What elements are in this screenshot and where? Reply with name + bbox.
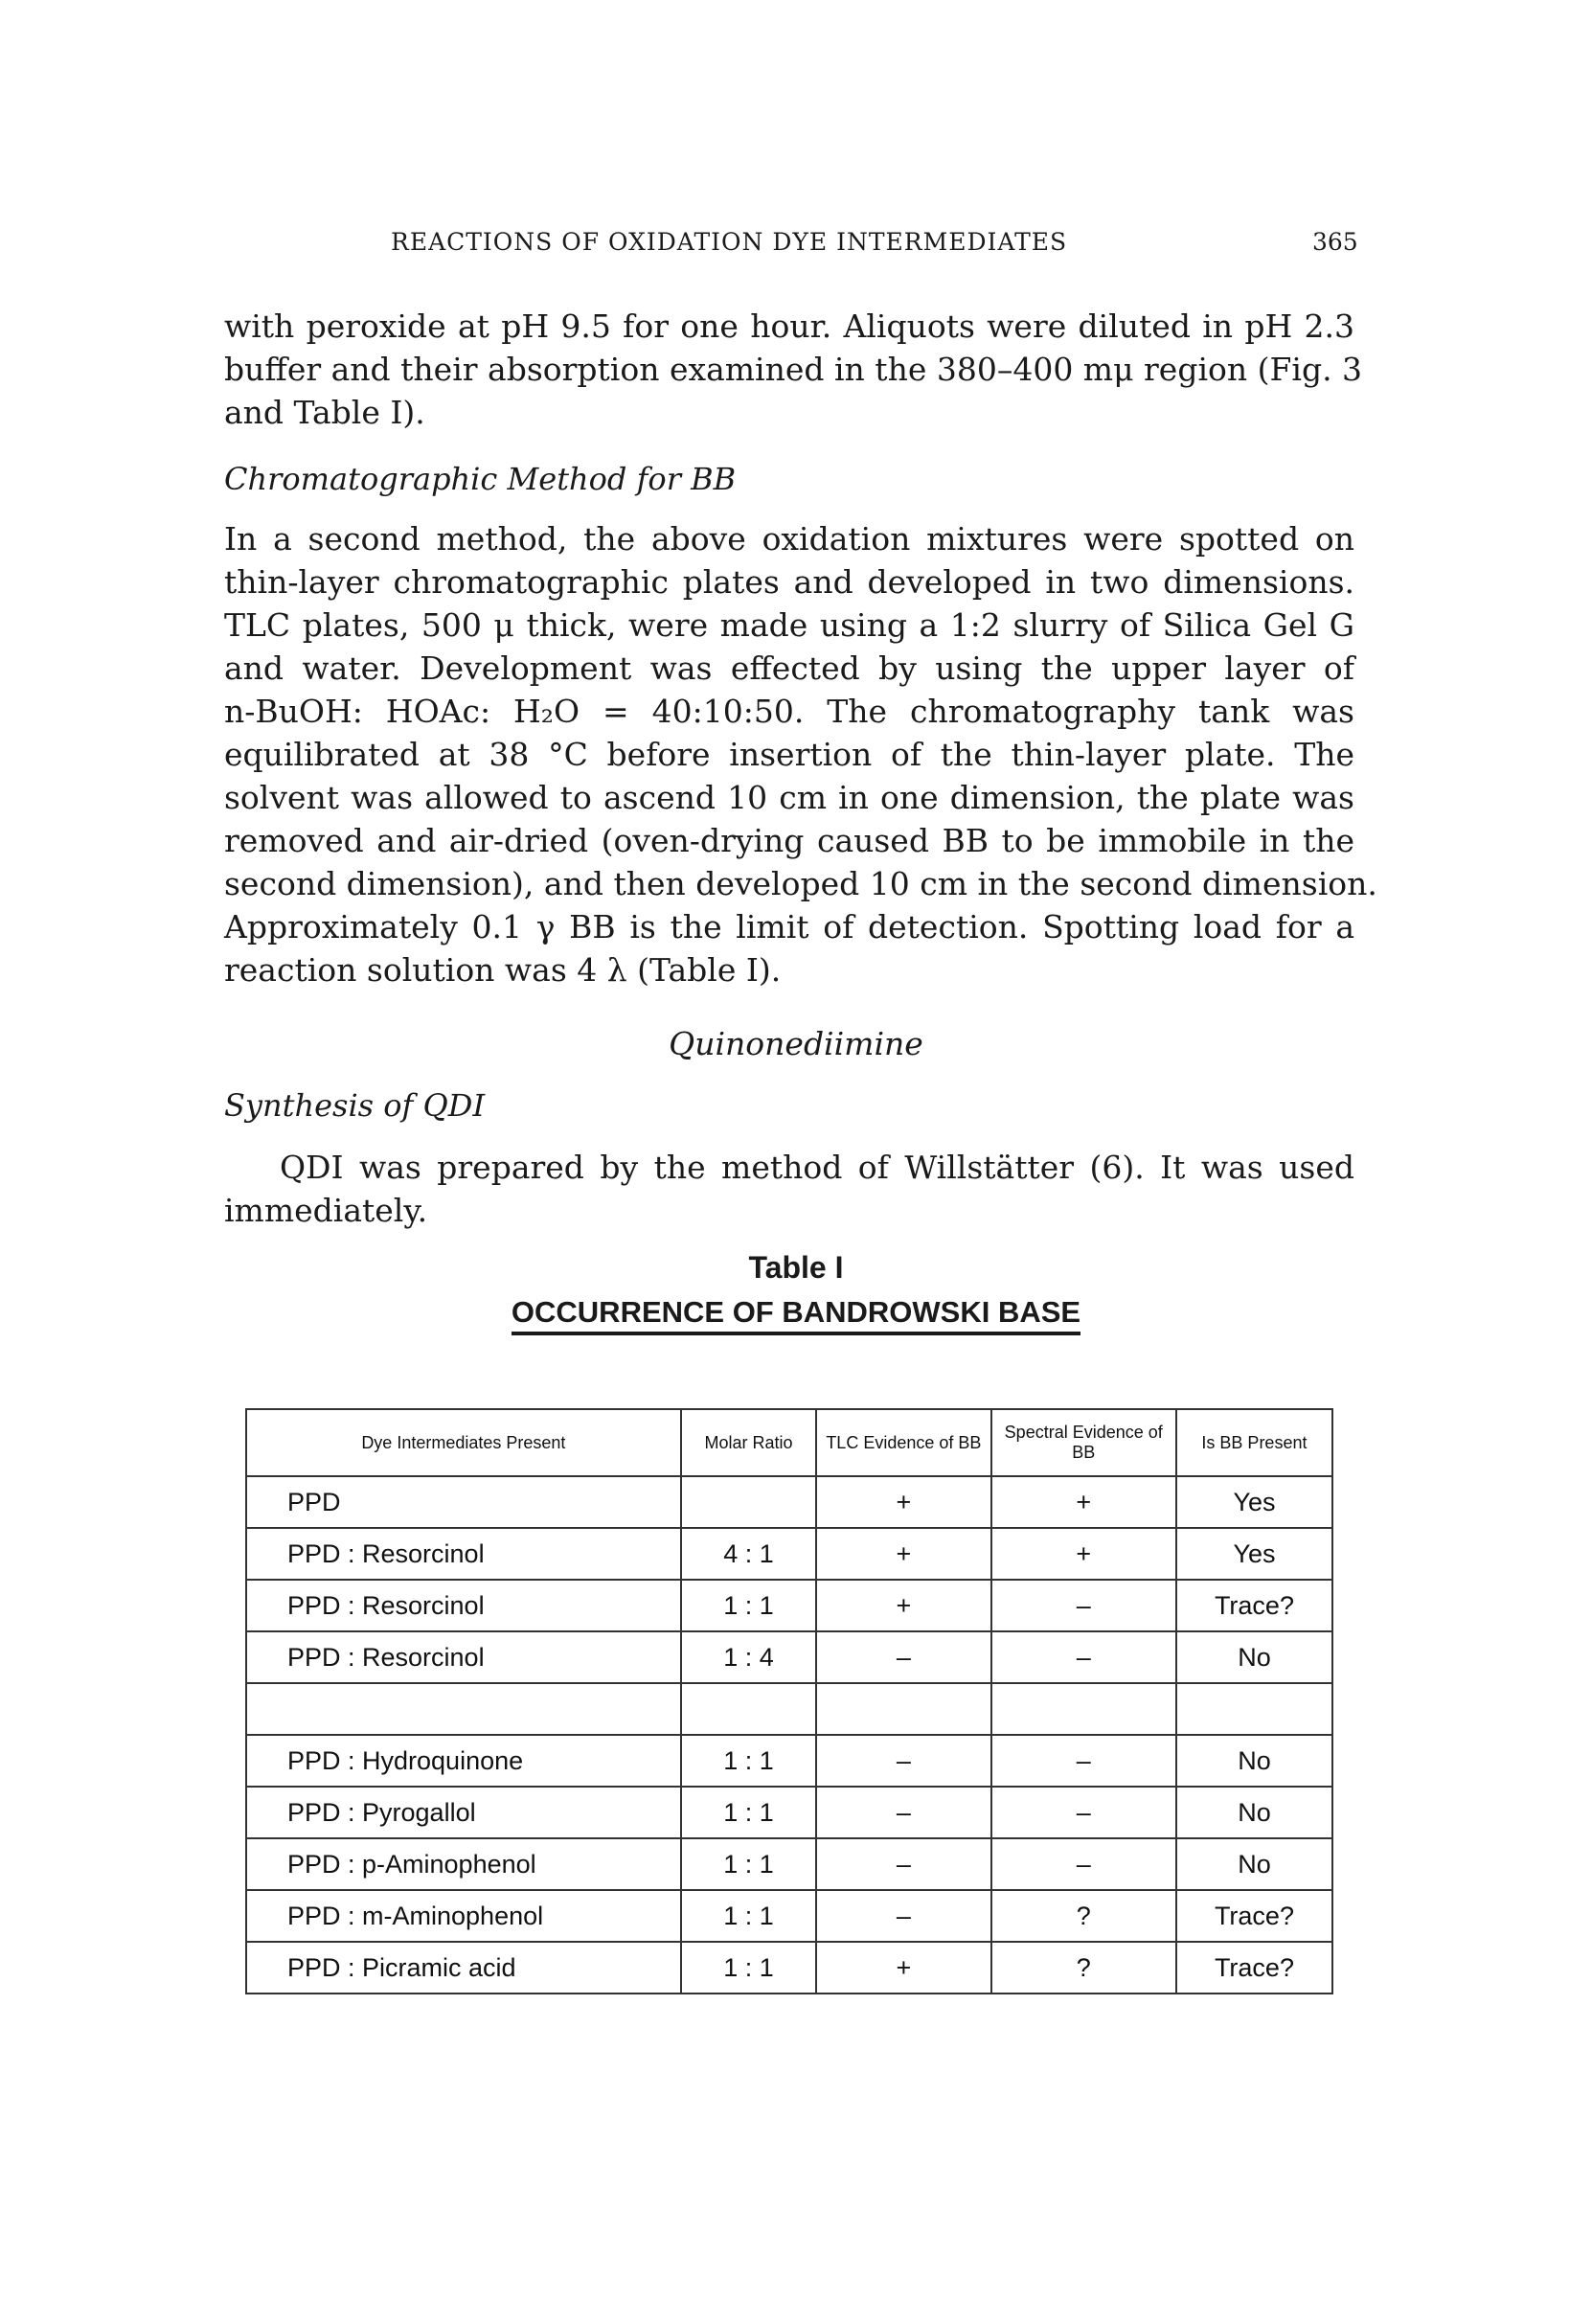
text-line: buffer and their absorption examined in the 380–400 mμ region (Fig. 3 (224, 351, 1363, 388)
cell-ratio: 1 : 1 (681, 1942, 816, 1994)
intro-paragraph (224, 305, 1363, 434)
text-line: reaction solution was 4 λ (Table I). (224, 951, 782, 989)
cell-present: Trace? (1176, 1942, 1332, 1994)
spacer-cell (991, 1683, 1176, 1735)
text-line: Approximately 0.1 γ BB is the limit of detection. Spotting load for a (224, 908, 1354, 946)
cell-tlc: – (816, 1631, 990, 1683)
cell-dye: PPD (246, 1476, 681, 1528)
cell-spectral: – (991, 1787, 1176, 1838)
cell-dye: PPD : Hydroquinone (246, 1735, 681, 1787)
cell-tlc: – (816, 1838, 990, 1890)
cell-ratio: 1 : 1 (681, 1890, 816, 1942)
cell-dye: PPD : Resorcinol (246, 1528, 681, 1580)
header-dye-intermediates: Dye Intermediates Present (246, 1409, 681, 1476)
running-head: REACTIONS OF OXIDATION DYE INTERMEDIATES (391, 228, 1068, 256)
spacer-cell (1176, 1683, 1332, 1735)
cell-present: No (1176, 1838, 1332, 1890)
text-line: and water. Development was effected by using the upper layer of (224, 649, 1354, 687)
cell-spectral: ? (991, 1890, 1176, 1942)
table-row (246, 1631, 1332, 1683)
synthesis-paragraph (224, 1146, 1354, 1232)
table-subtitle-text: OCCURRENCE OF BANDROWSKI BASE (512, 1295, 1080, 1335)
cell-tlc: – (816, 1787, 990, 1838)
table-spacer-row (246, 1683, 1332, 1735)
chromatographic-paragraph (224, 517, 1377, 991)
section-title-quinonediimine: Quinonediimine (669, 1025, 923, 1062)
cell-ratio: 4 : 1 (681, 1528, 816, 1580)
header-molar-ratio: Molar Ratio (681, 1409, 816, 1476)
text-line: second dimension), and then developed 10 cm in the second dimension. (224, 865, 1377, 902)
cell-spectral: – (991, 1735, 1176, 1787)
cell-dye: PPD : Picramic acid (246, 1942, 681, 1994)
spacer-cell (246, 1683, 681, 1735)
cell-tlc: – (816, 1735, 990, 1787)
cell-tlc: + (816, 1476, 990, 1528)
table-caption: Table I (748, 1250, 844, 1285)
table-subtitle (0, 1295, 1592, 1335)
cell-tlc: – (816, 1890, 990, 1942)
header-spectral-evidence: Spectral Evidence of BB (991, 1409, 1176, 1476)
text-line: and Table I). (224, 394, 425, 431)
bandrowski-base-table (245, 1408, 1333, 1994)
text-line: equilibrated at 38 °C before insertion of the thin-layer plate. The (224, 736, 1354, 773)
cell-ratio: 1 : 4 (681, 1631, 816, 1683)
cell-present: Trace? (1176, 1890, 1332, 1942)
cell-dye: PPD : p-Aminophenol (246, 1838, 681, 1890)
cell-present: Trace? (1176, 1580, 1332, 1631)
cell-spectral: – (991, 1631, 1176, 1683)
cell-spectral: ? (991, 1942, 1176, 1994)
text-line: with peroxide at pH 9.5 for one hour. Aliquots were diluted in pH 2.3 (224, 308, 1354, 345)
subsection-heading-synthesis: Synthesis of QDI (224, 1087, 486, 1124)
header-tlc-evidence: TLC Evidence of BB (816, 1409, 990, 1476)
cell-ratio: 1 : 1 (681, 1735, 816, 1787)
table-row (246, 1476, 1332, 1528)
table-row (246, 1580, 1332, 1631)
text-line: removed and air-dried (oven-drying caused BB to be immobile in the (224, 822, 1354, 859)
table-header-row (246, 1409, 1332, 1476)
cell-spectral: + (991, 1476, 1176, 1528)
text-line: In a second method, the above oxidation mixtures were spotted on (224, 520, 1354, 558)
text-line: solvent was allowed to ascend 10 cm in one dimension, the plate was (224, 779, 1354, 816)
table-row (246, 1890, 1332, 1942)
table-row (246, 1838, 1332, 1890)
text-line: TLC plates, 500 μ thick, were made using a 1:2 slurry of Silica Gel G (224, 606, 1354, 644)
text-line: immediately. (224, 1192, 428, 1229)
cell-tlc: + (816, 1942, 990, 1994)
spacer-cell (816, 1683, 990, 1735)
text-line: thin-layer chromatographic plates and developed in two dimensions. (224, 563, 1354, 601)
text-line: QDI was prepared by the method of Willstätter (6). It was used (280, 1149, 1354, 1186)
cell-spectral: + (991, 1528, 1176, 1580)
cell-dye: PPD : Resorcinol (246, 1580, 681, 1631)
cell-spectral: – (991, 1838, 1176, 1890)
table-row (246, 1942, 1332, 1994)
cell-present: No (1176, 1735, 1332, 1787)
cell-present: No (1176, 1631, 1332, 1683)
text-line: n-BuOH: HOAc: H₂O = 40:10:50. The chromatography tank was (224, 693, 1354, 730)
header-bb-present: Is BB Present (1176, 1409, 1332, 1476)
table-row (246, 1787, 1332, 1838)
table-row (246, 1735, 1332, 1787)
spacer-cell (681, 1683, 816, 1735)
cell-present: No (1176, 1787, 1332, 1838)
cell-dye: PPD : m-Aminophenol (246, 1890, 681, 1942)
section-heading-chromatographic: Chromatographic Method for BB (224, 461, 737, 497)
cell-dye: PPD : Resorcinol (246, 1631, 681, 1683)
cell-ratio: 1 : 1 (681, 1580, 816, 1631)
cell-dye: PPD : Pyrogallol (246, 1787, 681, 1838)
cell-tlc: + (816, 1528, 990, 1580)
cell-ratio (681, 1476, 816, 1528)
cell-spectral: – (991, 1580, 1176, 1631)
cell-ratio: 1 : 1 (681, 1838, 816, 1890)
table-row (246, 1528, 1332, 1580)
cell-present: Yes (1176, 1528, 1332, 1580)
cell-present: Yes (1176, 1476, 1332, 1528)
cell-ratio: 1 : 1 (681, 1787, 816, 1838)
cell-tlc: + (816, 1580, 990, 1631)
page-number: 365 (1312, 228, 1358, 256)
